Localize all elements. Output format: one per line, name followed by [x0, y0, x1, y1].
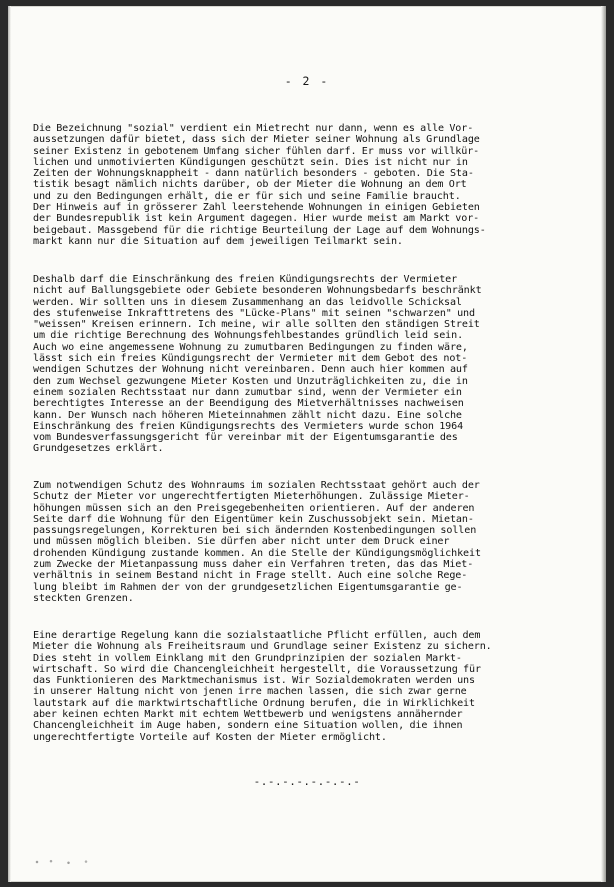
text-line: den zum Wechsel gezwungene Mieter Kosten und Unzuträglichkeiten zu, die in — [33, 375, 468, 387]
paragraph-1 — [33, 123, 593, 247]
text-line: vom Bundesverfassungsgericht für vereinbar mit der Eigentumsgarantie des — [33, 432, 458, 444]
text-line: aussetzungen dafür bietet, dass sich der Mieter seiner Wohnung als Grundlage — [33, 134, 480, 146]
text-line: Zum notwendigen Schutz des Wohnraums im sozialen Rechtsstaat gehört auch der — [33, 480, 480, 491]
text-line: und zu den Bedingungen erhält, die er für sich und seine Familie braucht. — [33, 190, 461, 202]
text-line: markt kann nur die Situation auf dem jeweiligen Teilmarkt sein. — [33, 235, 403, 247]
paragraph-3 — [33, 480, 593, 604]
closing-separator: -.-.-.-.-.-.-.- — [253, 775, 361, 788]
text-line: Chancengleichheit im Auge haben, sondern eine Situation wollen, die ihnen — [33, 720, 463, 732]
text-line: das Funktionieren des Marktmechanismus ist. Wir Sozialdemokraten werden uns — [33, 675, 475, 687]
text-line: beigebaut. Massgebend für die richtige Beurteilung der Lage auf dem Wohnungs- — [33, 224, 486, 236]
text-line: Deshalb darf die Einschränkung des freien Kündigungsrechts der Vermieter — [33, 274, 458, 285]
text-line: lung bleibt im Rahmen der von der grundgesetzlichen Eigentumsgarantie ge- — [33, 581, 463, 593]
text-line: aber keinen echten Markt mit echtem Wettbewerb und wenigstens annähernder — [33, 709, 463, 721]
text-line: ungerechtfertigte Vorteile auf Kosten der Mieter ermöglicht. — [33, 731, 387, 743]
text-line: Mieter die Wohnung als Freiheitsraum und Grundlage seiner Existenz zu sichern. — [33, 641, 492, 653]
text-line: wirtschaft. So wird die Chancengleichheit hergestellt, die Voraussetzung für — [33, 663, 481, 675]
text-line: Zeiten der Wohnungsknappheit - dann natürlich besonders - geboten. Die Sta- — [33, 168, 474, 180]
text-line: steckten Grenzen. — [33, 592, 134, 604]
document-page — [8, 6, 606, 882]
text-line: und müssen möglich bleiben. Sie dürfen aber nicht unter dem Druck einer — [33, 536, 450, 548]
text-line: Dies steht in vollem Einklang mit den Grundprinzipien der sozialen Markt- — [33, 652, 462, 664]
text-line: Die Bezeichnung "sozial" verdient ein Mietrecht nur dann, wenn es alle Vor- — [33, 123, 474, 134]
page-number: - 2 - — [284, 74, 330, 88]
text-line: Auch wo eine angemessene Wohnung zu zumutbaren Bedingungen zu finden wäre, — [33, 341, 468, 353]
text-line: berechtigtes Interesse an der Beendigung des Mietverhältnisses nachweisen — [33, 398, 464, 410]
text-line: lässt sich ein freies Kündigungsrecht der Vermieter mit dem Gebot des not- — [33, 353, 468, 365]
text-line: einem sozialen Rechtsstaat nur dann zumutbar sind, wenn der Vermieter ein — [33, 386, 462, 398]
text-line: verhältnis in seinem Bestand nicht in Frage stellt. Auch eine solche Rege- — [33, 570, 468, 582]
text-line: nicht auf Ballungsgebiete oder Gebiete besonderen Wohnungsbedarfs beschränkt — [33, 285, 482, 297]
page-edge-left — [8, 6, 11, 882]
text-line: "weissen" Kreisen erinnern. Ich meine, wir alle sollten den ständigen Streit — [33, 319, 480, 331]
paragraph-2 — [33, 274, 593, 455]
text-line: höhungen müssen sich an den Preisgegebenheiten orientieren. Auf der anderen — [33, 502, 475, 514]
text-line: wendigen Schutzes der Wohnung nicht vereinbaren. Denn auch hier kommen auf — [33, 364, 468, 376]
text-line: des stufenweise Inkrafttretens des "Lücke-Plans" mit seinen "schwarzen" und — [33, 307, 475, 319]
text-line: seiner Existenz in gebotenem Umfang sicher fühlen darf. Er muss vor willkür- — [33, 145, 480, 157]
text-line: tistik besagt nämlich nichts darüber, ob der Mieter die Wohnung an dem Ort — [33, 179, 467, 191]
text-line: Schutz der Mieter vor ungerechtfertigten Mieterhöhungen. Zulässige Mieter- — [33, 491, 470, 503]
text-line: Seite darf die Wohnung für den Eigentümer kein Zuschussobjekt sein. Mietan- — [33, 513, 474, 525]
text-line: lichen und unmotivierten Kündigungen geschützt sein. Dies ist nicht nur in — [33, 156, 468, 168]
text-line: der Bundesrepublik ist kein Argument dagegen. Hier wurde meist am Markt vor- — [33, 213, 480, 225]
text-line: Grundgesetzes erklärt. — [33, 443, 164, 455]
page-edge-right — [601, 6, 606, 882]
text-line: passungsregelungen, Korrekturen bei sich ändernden Kostenbedingungen sollen — [33, 525, 477, 537]
scan-artifact — [30, 858, 100, 866]
text-line: Einschränkung des freien Kündigungsrechts des Vermieters wurde schon 1964 — [33, 420, 464, 432]
text-line: werden. Wir sollten uns in diesem Zusammenhang an das leidvolle Schicksal — [33, 296, 462, 308]
text-line: um die richtige Berechnung des Wohnungsfehlbestandes gründlich leid sein. — [33, 330, 464, 342]
text-line: zum Zwecke der Mietanpassung muss daher ein Verfahren treten, das das Miet- — [33, 559, 474, 571]
text-line: Eine derartige Regelung kann die sozialstaatliche Pflicht erfüllen, auch dem — [33, 630, 481, 641]
text-line: lautstark auf die marktwirtschaftliche Ordnung berufen, die in Wirklichkeit — [33, 697, 475, 709]
paragraph-4 — [33, 630, 593, 743]
text-line: in unserer Haltung nicht von jenen irre machen lassen, die sich zwar gerne — [33, 686, 467, 698]
text-line: kann. Der Wunsch nach höheren Mieteinnahmen zählt nicht dazu. Eine solche — [33, 409, 462, 421]
text-line: drohenden Kündigung zustande kommen. An die Stelle der Kündigungsmöglichkeit — [33, 547, 481, 559]
text-line: Der Hinweis auf in grösserer Zahl leerstehende Wohnungen in einigen Gebieten — [33, 202, 480, 214]
